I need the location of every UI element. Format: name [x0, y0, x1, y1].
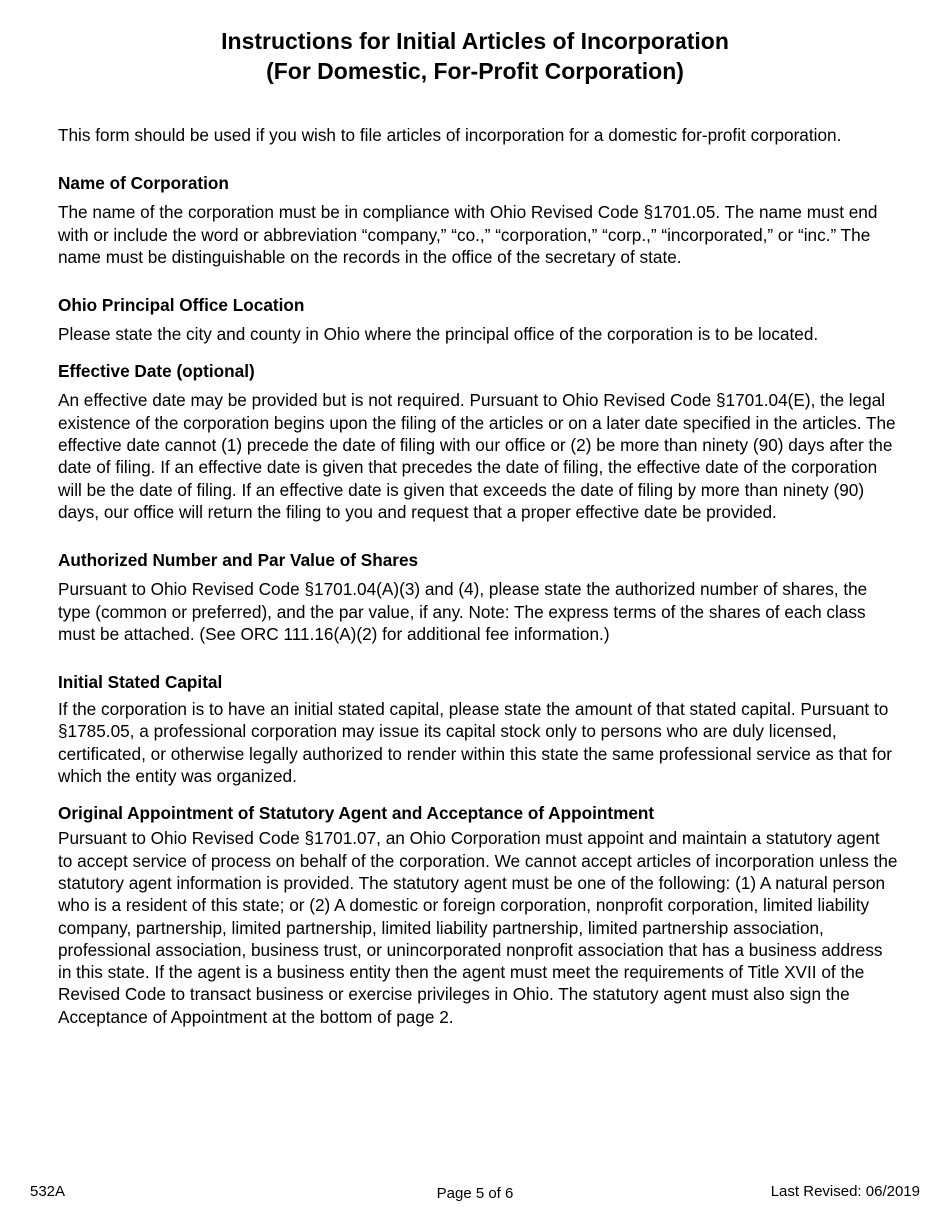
- section-heading: Authorized Number and Par Value of Shares: [58, 550, 419, 571]
- section-body: The name of the corporation must be in compliance with Ohio Revised Code §1701.05. The name must end with or include the word or abbreviation “company,” “co.,” “corporation,” “corp.,” “incorporated,” or “inc.” The name must be distinguishable on the records in the office of the secretary of state.: [58, 202, 878, 267]
- section-heading: Ohio Principal Office Location: [58, 295, 305, 316]
- section-body: Please state the city and county in Ohio where the principal office of the corporation is to be located.: [58, 324, 819, 345]
- section-body: An effective date may be provided but is not required. Pursuant to Ohio Revised Code §1701.04(E), the legal existence of the corporation begins upon the filing of the articles or on a later date specified in the articles. The effective date cannot (1) precede the date of filing with our office or (2) be more than ninety (90) days after the date of filing. If an effective date is given that precedes the date of filing, the effective date of the corporation will be the date of filing. If an effective date is given that exceeds the date of filing by more than ninety (90) days, our office will return the filing to you and request that a proper effective date be provided.: [58, 390, 896, 522]
- title-line-2: (For Domestic, For-Profit Corporation): [266, 58, 684, 84]
- section-heading: Initial Stated Capital: [58, 672, 223, 693]
- form-number: 532A: [30, 1183, 66, 1200]
- intro-paragraph: This form should be used if you wish to file articles of incorporation for a domestic for-profit corporation.: [58, 125, 842, 145]
- section-body: Pursuant to Ohio Revised Code §1701.07, an Ohio Corporation must appoint and maintain a statutory agent to accept service of process on behalf of the corporation. We cannot accept articles of incorporation unless the statutory agent information is provided. The statutory agent must be one of the following: (1) A natural person who is a resident of this state; or (2) A domestic or foreign corporation, nonprofit corporation, limited liability company, partnership, limited partnership, limited liability partnership, limited partnership association, professional association, business trust, or unincorporated nonprofit association that has a business address in this state. If the agent is a business entity then the agent must meet the requirements of Title XVII of the Revised Code to transact business or exercise privileges in Ohio. The statutory agent must also sign the Acceptance of Appointment at the bottom of page 2.: [58, 828, 898, 1027]
- section-body: Pursuant to Ohio Revised Code §1701.04(A)(3) and (4), please state the authorized number of shares, the type (common or preferred), and the par value, if any. Note: The express terms of the shares of each class must be attached. (See ORC 111.16(A)(2) for additional fee information.): [58, 579, 868, 644]
- last-revised-date: Last Revised: 06/2019: [770, 1183, 920, 1200]
- page-number: Page 5 of 6: [436, 1185, 514, 1202]
- document-title: [0, 26, 950, 86]
- title-line-1: Instructions for Initial Articles of Incorporation: [221, 28, 729, 54]
- section-authorized-shares: [58, 549, 898, 645]
- section-initial-stated-capital: [58, 671, 898, 787]
- section-effective-date: [58, 360, 898, 523]
- section-name-of-corporation: [58, 172, 898, 268]
- section-statutory-agent: [58, 802, 898, 1028]
- section-body: If the corporation is to have an initial stated capital, please state the amount of that stated capital. Pursuant to §1785.05, a professional corporation may issue its capital stock only to persons who are duly licensed, certificated, or otherwise legally authorized to render within this state the same professional service as that for which the entity was organized.: [58, 699, 893, 787]
- section-heading: Original Appointment of Statutory Agent and Acceptance of Appointment: [58, 803, 655, 824]
- section-heading: Effective Date (optional): [58, 361, 255, 382]
- instructions-body: [58, 124, 898, 1028]
- section-principal-office: [58, 294, 898, 345]
- section-heading: Name of Corporation: [58, 173, 229, 194]
